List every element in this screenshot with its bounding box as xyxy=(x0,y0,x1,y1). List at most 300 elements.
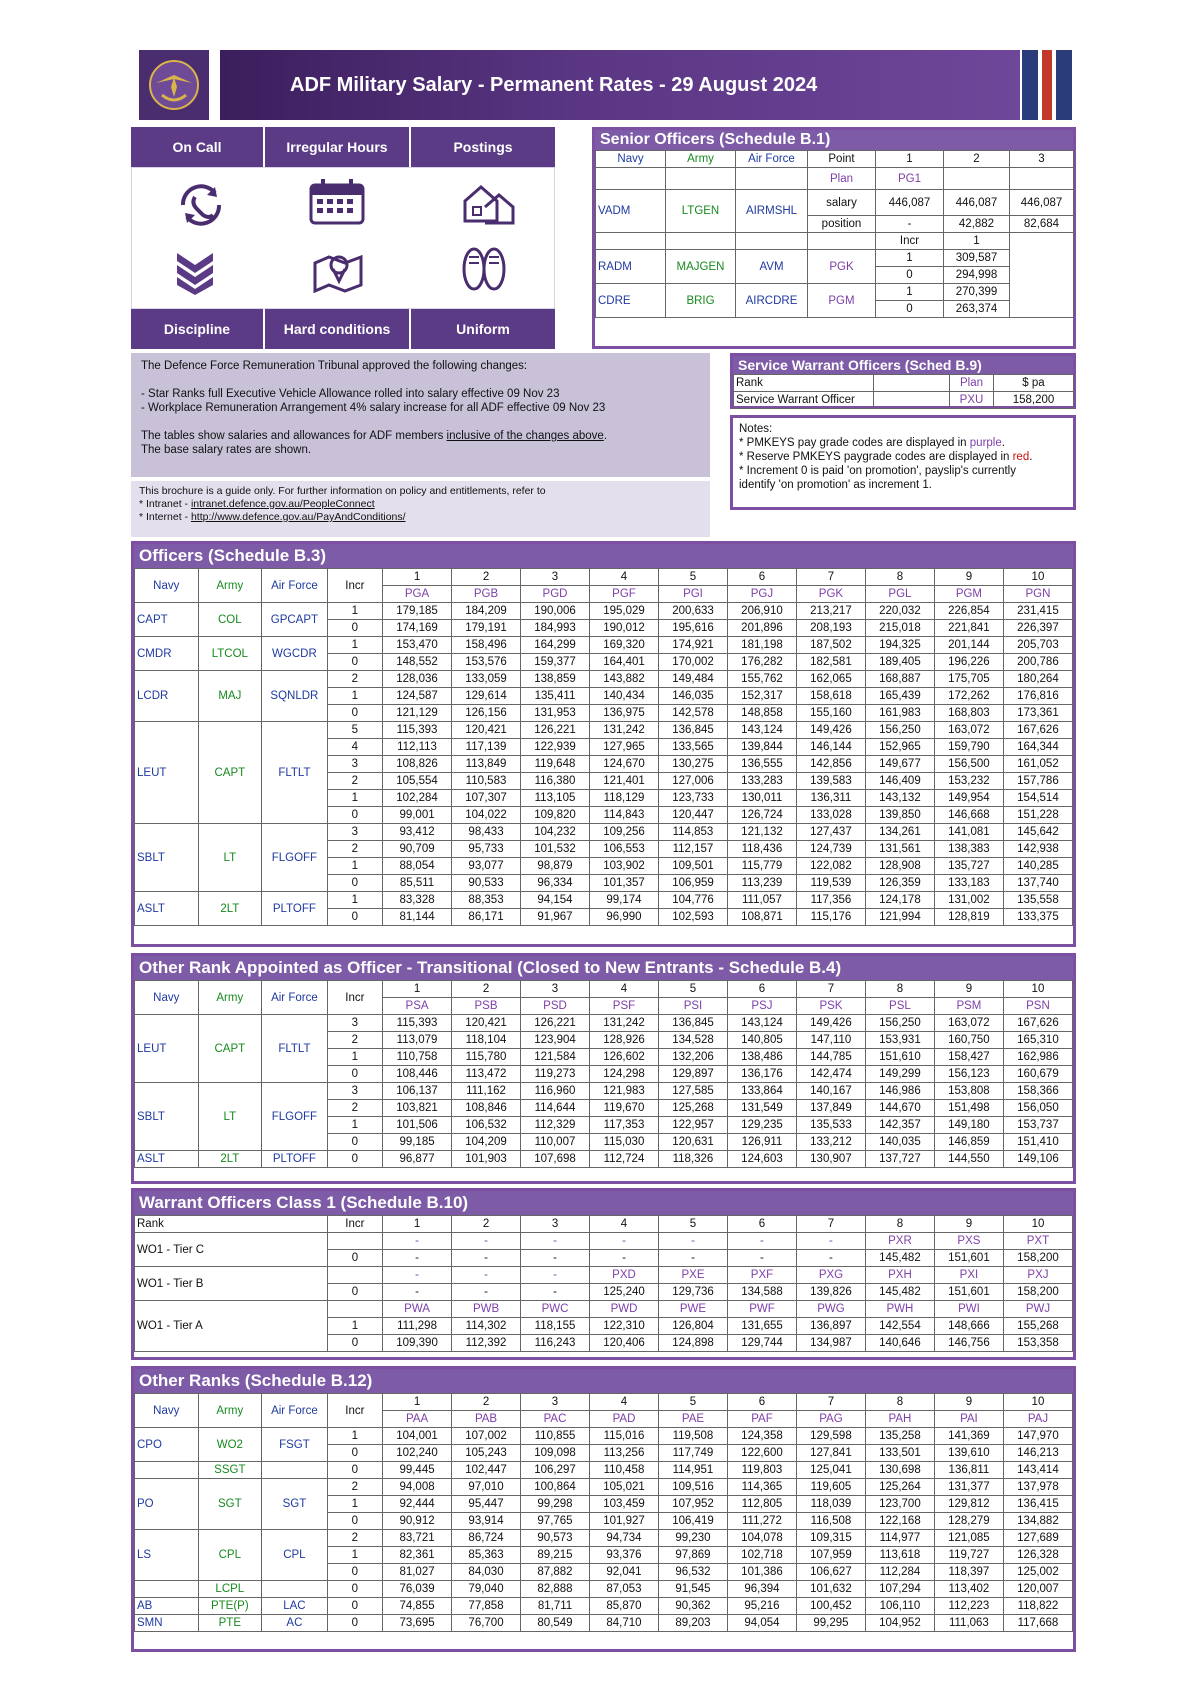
incr-value: 1 xyxy=(944,233,1010,250)
salary-value: 85,511 xyxy=(383,875,452,892)
pay-grade-code: PXT xyxy=(1003,1233,1072,1250)
value: 294,998 xyxy=(944,267,1010,284)
increment: 0 xyxy=(327,1564,382,1581)
col-step: 5 xyxy=(658,1394,727,1411)
salary-value: 115,393 xyxy=(383,1015,452,1032)
salary-value: 135,411 xyxy=(521,688,590,705)
pay-grade-code: PWA xyxy=(383,1301,452,1318)
salary-value: 80,549 xyxy=(521,1615,590,1632)
pay-grade-code: PAC xyxy=(521,1411,590,1428)
salary-value: 213,217 xyxy=(796,603,865,620)
value: 446,087 xyxy=(944,190,1010,216)
pay-grade-code: PXR xyxy=(865,1233,934,1250)
value: 270,399 xyxy=(944,284,1010,301)
salary-value: 118,436 xyxy=(727,841,796,858)
pay-grade-code: PWH xyxy=(865,1301,934,1318)
col-step: 4 xyxy=(590,1394,659,1411)
salary-value: 231,415 xyxy=(1003,603,1072,620)
pay-grade: PGK xyxy=(808,250,876,284)
salary-value: 88,054 xyxy=(383,858,452,875)
salary-value: 81,144 xyxy=(383,909,452,926)
salary-value: 158,427 xyxy=(934,1049,1003,1066)
salary-value: 135,258 xyxy=(865,1428,934,1445)
salary-value: 109,256 xyxy=(590,824,659,841)
salary-value: 153,232 xyxy=(934,773,1003,790)
salary-value: 79,040 xyxy=(452,1581,521,1598)
base-rates-note: The base salary rates are shown. xyxy=(141,444,312,456)
salary-value: 91,967 xyxy=(521,909,590,926)
salary-value: 149,180 xyxy=(934,1117,1003,1134)
table-row xyxy=(135,1598,1073,1615)
pay-grade-code: PAJ xyxy=(1003,1411,1072,1428)
salary-value: 123,700 xyxy=(865,1496,934,1513)
salary-value: 133,028 xyxy=(796,807,865,824)
salary-value: 200,786 xyxy=(1003,654,1072,671)
salary-value: 157,786 xyxy=(1003,773,1072,790)
increment: 2 xyxy=(327,1100,382,1117)
table-row xyxy=(135,892,1073,909)
salary-value: 190,006 xyxy=(521,603,590,620)
pay-grade-code: PWC xyxy=(521,1301,590,1318)
col-step: 4 xyxy=(590,981,659,998)
salary-value: 107,952 xyxy=(658,1496,727,1513)
salary-value: 88,353 xyxy=(452,892,521,909)
change-item: - Star Ranks full Executive Vehicle Allowance rolled into salary effective 09 Nov 23 xyxy=(141,388,560,400)
tier-name: WO1 - Tier B xyxy=(135,1267,328,1301)
col-step: 7 xyxy=(796,1216,865,1233)
salary-value: 169,320 xyxy=(590,637,659,654)
col-army: Army xyxy=(198,1394,262,1428)
salary-value: 103,459 xyxy=(590,1496,659,1513)
salary-value: 200,633 xyxy=(658,603,727,620)
salary-value: 133,183 xyxy=(934,875,1003,892)
pay-grade-code: PGM xyxy=(934,586,1003,603)
salary-value: 174,169 xyxy=(383,620,452,637)
salary-value: 99,295 xyxy=(796,1615,865,1632)
pay-grade-code: PGA xyxy=(383,586,452,603)
salary-value: 130,698 xyxy=(865,1462,934,1479)
transitional-b4-table xyxy=(131,953,1076,1184)
salary-value: 122,082 xyxy=(796,858,865,875)
salary-value: 94,734 xyxy=(590,1530,659,1547)
col-step: 10 xyxy=(1003,569,1072,586)
increment: 0 xyxy=(327,875,382,892)
salary-value: 118,155 xyxy=(521,1318,590,1335)
rank-air-force: AIRCDRE xyxy=(736,284,808,318)
salary-value: 124,178 xyxy=(865,892,934,909)
rank-army: CPL xyxy=(198,1530,262,1581)
table-row xyxy=(135,1151,1073,1168)
salary-value: 101,903 xyxy=(452,1151,521,1168)
rank-army: MAJGEN xyxy=(666,250,736,284)
service-warrant-officers-table xyxy=(730,353,1076,409)
salary-value: 108,871 xyxy=(727,909,796,926)
rank-army: LTGEN xyxy=(666,190,736,233)
salary-value: 119,508 xyxy=(658,1428,727,1445)
rank-army: 2LT xyxy=(198,1151,262,1168)
other-ranks-grid xyxy=(134,1393,1073,1632)
col-navy: Navy xyxy=(135,1394,199,1428)
increment: 2 xyxy=(327,1530,382,1547)
col-step: 2 xyxy=(452,981,521,998)
salary-value: 102,718 xyxy=(727,1547,796,1564)
salary-value: 142,474 xyxy=(796,1066,865,1083)
salary-value: 100,452 xyxy=(796,1598,865,1615)
rank-army: PTE(P) xyxy=(198,1598,262,1615)
col-step: 6 xyxy=(727,1216,796,1233)
salary-value: 101,532 xyxy=(521,841,590,858)
salary-value: 136,845 xyxy=(658,722,727,739)
salary-value: 167,626 xyxy=(1003,1015,1072,1032)
salary-value: 140,434 xyxy=(590,688,659,705)
intranet-link[interactable]: intranet.defence.gov.au/PeopleConnect xyxy=(190,498,375,510)
increment: 2 xyxy=(327,773,382,790)
salary-value: 117,356 xyxy=(796,892,865,909)
col-navy: Navy xyxy=(135,981,199,1015)
stripe-red xyxy=(1042,50,1052,120)
salary-value: 87,882 xyxy=(521,1564,590,1581)
salary-value: 156,500 xyxy=(934,756,1003,773)
salary-value: 147,110 xyxy=(796,1032,865,1049)
salary-value: 143,124 xyxy=(727,1015,796,1032)
rank-navy: CDRE xyxy=(596,284,666,318)
salary-value: 112,223 xyxy=(934,1598,1003,1615)
pay-grade-code: - xyxy=(727,1233,796,1250)
salary-value: 226,397 xyxy=(1003,620,1072,637)
tile-uniform-label: Uniform xyxy=(411,309,555,349)
salary-value: - xyxy=(727,1250,796,1267)
salary-value: 118,326 xyxy=(658,1151,727,1168)
salary-value: 221,841 xyxy=(934,620,1003,637)
rank-army: CAPT xyxy=(198,1015,262,1083)
salary-value: 139,610 xyxy=(934,1445,1003,1462)
salary-value: 128,926 xyxy=(590,1032,659,1049)
salary-value: 136,311 xyxy=(796,790,865,807)
salary-value: 118,129 xyxy=(590,790,659,807)
salary-value: 101,357 xyxy=(590,875,659,892)
rank-army: LCPL xyxy=(198,1581,262,1598)
salary-value: 99,298 xyxy=(521,1496,590,1513)
incr-label: Incr xyxy=(876,233,944,250)
salary-value: 106,110 xyxy=(865,1598,934,1615)
col-step: 8 xyxy=(865,1394,934,1411)
tier-name: WO1 - Tier C xyxy=(135,1233,328,1267)
pay-grade-code: PWF xyxy=(727,1301,796,1318)
col-step: 8 xyxy=(865,569,934,586)
salary-value: 113,849 xyxy=(452,756,521,773)
col-step: 9 xyxy=(934,1394,1003,1411)
table-row xyxy=(135,1083,1073,1100)
pay-grade-code: - xyxy=(521,1233,590,1250)
salary-value: 130,907 xyxy=(796,1151,865,1168)
salary-value: 99,185 xyxy=(383,1134,452,1151)
salary-value: 168,887 xyxy=(865,671,934,688)
pay-grade-code: PSN xyxy=(1003,998,1072,1015)
pay-grade-code: PXH xyxy=(865,1267,934,1284)
notes-box: Notes: * PMKEYS pay grade codes are displayed in purple. * Reserve PMKEYS paygrade codes are displayed in red. * Increment 0 is paid 'on promotion', payslip's currently identify 'on promotion' as increment 1. xyxy=(730,415,1076,510)
salary-value: 187,502 xyxy=(796,637,865,654)
rank-army: MAJ xyxy=(198,671,262,722)
col-step: 10 xyxy=(1003,981,1072,998)
salary-value: 112,113 xyxy=(383,739,452,756)
pay-grade-code: PGD xyxy=(521,586,590,603)
tile-hard-conditions-label: Hard conditions xyxy=(265,309,409,349)
salary-value: 115,030 xyxy=(590,1134,659,1151)
salary-value: 149,677 xyxy=(865,756,934,773)
salary-value: 121,401 xyxy=(590,773,659,790)
pay-grade-code: - xyxy=(590,1233,659,1250)
salary-value: 107,698 xyxy=(521,1151,590,1168)
rank-navy: LCDR xyxy=(135,671,199,722)
table-row xyxy=(135,1462,1073,1479)
salary-value: 172,262 xyxy=(934,688,1003,705)
increment: 2 xyxy=(327,1479,382,1496)
salary-value: 129,598 xyxy=(796,1428,865,1445)
salary-value: 90,912 xyxy=(383,1513,452,1530)
incr: 0 xyxy=(876,301,944,318)
rank-army: CAPT xyxy=(198,722,262,824)
salary-value: 121,132 xyxy=(727,824,796,841)
increment: 1 xyxy=(327,1318,382,1335)
pay-grade-code: PWE xyxy=(659,1301,728,1318)
salary-value: 136,415 xyxy=(1003,1496,1072,1513)
salary-value: 156,050 xyxy=(1003,1100,1072,1117)
salary-value: 109,820 xyxy=(521,807,590,824)
salary-value: 101,927 xyxy=(590,1513,659,1530)
col-army: Army xyxy=(666,151,736,168)
salary-value: 112,157 xyxy=(658,841,727,858)
increment: 0 xyxy=(327,1284,382,1301)
salary-value: 126,156 xyxy=(452,705,521,722)
salary-value: 102,240 xyxy=(383,1445,452,1462)
col-step: 6 xyxy=(727,981,796,998)
salary-value: 131,561 xyxy=(865,841,934,858)
increment: 3 xyxy=(327,1083,382,1100)
salary-value: 114,951 xyxy=(658,1462,727,1479)
salary-value: 120,447 xyxy=(658,807,727,824)
col-step: 3 xyxy=(521,981,590,998)
rank-army: COL xyxy=(198,603,262,637)
table-row xyxy=(135,1428,1073,1445)
position-label: position xyxy=(808,216,876,233)
table-row xyxy=(135,824,1073,841)
salary-value: 109,516 xyxy=(658,1479,727,1496)
table-row xyxy=(135,1479,1073,1496)
rank-air-force xyxy=(262,1581,328,1598)
value: - xyxy=(876,216,944,233)
salary-value: 168,803 xyxy=(934,705,1003,722)
salary-value: 126,724 xyxy=(727,807,796,824)
table-row xyxy=(135,1530,1073,1547)
rank-navy: ASLT xyxy=(135,892,199,926)
salary-value: 99,230 xyxy=(658,1530,727,1547)
salary-value: 119,539 xyxy=(796,875,865,892)
pay-grade-code: PXF xyxy=(727,1267,796,1284)
salary-value: 97,010 xyxy=(452,1479,521,1496)
rank-navy: PO xyxy=(135,1479,199,1530)
increment: 1 xyxy=(327,1547,382,1564)
rank-air-force: FLTLT xyxy=(262,722,328,824)
salary-value: 138,859 xyxy=(521,671,590,688)
salary-value: 165,439 xyxy=(865,688,934,705)
salary-value: 125,002 xyxy=(1003,1564,1072,1581)
salary-value: 122,939 xyxy=(521,739,590,756)
salary-value: 121,584 xyxy=(521,1049,590,1066)
rank-air-force: AIRMSHL xyxy=(736,190,808,233)
pay-grade-code: PXD xyxy=(590,1267,659,1284)
salary-value: 126,328 xyxy=(1003,1547,1072,1564)
salary-value: 113,472 xyxy=(452,1066,521,1083)
rank-army: 2LT xyxy=(198,892,262,926)
salary-value: 137,740 xyxy=(1003,875,1072,892)
increment: 1 xyxy=(327,688,382,705)
salary-value: 131,002 xyxy=(934,892,1003,909)
salary-value: 112,724 xyxy=(590,1151,659,1168)
salary-value: 127,437 xyxy=(796,824,865,841)
increment: 1 xyxy=(327,637,382,654)
salary-value: - xyxy=(452,1250,521,1267)
salary-value: 127,689 xyxy=(1003,1530,1072,1547)
rank-air-force: GPCAPT xyxy=(262,603,328,637)
salary-value: 109,390 xyxy=(383,1335,452,1352)
salary-value: 144,550 xyxy=(934,1151,1003,1168)
salary-value: 113,618 xyxy=(865,1547,934,1564)
salary-value: 180,264 xyxy=(1003,671,1072,688)
stripe-blue xyxy=(1056,50,1072,120)
increment: 3 xyxy=(327,824,382,841)
table-row xyxy=(135,603,1073,620)
col-air-force: Air Force xyxy=(262,981,328,1015)
salary-value: 121,983 xyxy=(590,1083,659,1100)
salary-value: 162,065 xyxy=(796,671,865,688)
rank-navy: LEUT xyxy=(135,1015,199,1083)
col-step: 3 xyxy=(521,1394,590,1411)
salary-value: 112,805 xyxy=(727,1496,796,1513)
col-rank: Rank xyxy=(734,375,874,392)
salary-value: 99,174 xyxy=(590,892,659,909)
salary-value: 153,470 xyxy=(383,637,452,654)
salary-value: 153,576 xyxy=(452,654,521,671)
pay-grade-code: - xyxy=(383,1267,452,1284)
adf-crest-logo xyxy=(139,50,209,120)
increment: 0 xyxy=(327,1462,382,1479)
salary-value: 111,162 xyxy=(452,1083,521,1100)
rank-navy: VADM xyxy=(596,190,666,233)
salary-value: 129,736 xyxy=(659,1284,728,1301)
salary-value: 148,666 xyxy=(934,1318,1003,1335)
rank-army: LT xyxy=(198,1083,262,1151)
salary-value: 144,670 xyxy=(865,1100,934,1117)
pay-grade-code: - xyxy=(659,1233,728,1250)
salary-value: 143,414 xyxy=(1003,1462,1072,1479)
salary-value: 170,002 xyxy=(658,654,727,671)
increment: 0 xyxy=(327,1615,382,1632)
increment: 0 xyxy=(327,705,382,722)
salary-value: 190,012 xyxy=(590,620,659,637)
salary-value: 77,858 xyxy=(452,1598,521,1615)
pay-grade-code: PAF xyxy=(727,1411,796,1428)
salary-value: 144,785 xyxy=(796,1049,865,1066)
salary-value: 120,406 xyxy=(590,1335,659,1352)
salary-value: 115,016 xyxy=(590,1428,659,1445)
salary-value: 176,816 xyxy=(1003,688,1072,705)
pay-grade-code: PXS xyxy=(934,1233,1003,1250)
increment: 0 xyxy=(327,1151,382,1168)
internet-link[interactable]: http://www.defence.gov.au/PayAndConditions/ xyxy=(190,511,406,523)
salary-value: 148,552 xyxy=(383,654,452,671)
value: 263,374 xyxy=(944,301,1010,318)
salary-value: 142,357 xyxy=(865,1117,934,1134)
salary-value: 151,410 xyxy=(1003,1134,1072,1151)
salary-value: 141,081 xyxy=(934,824,1003,841)
salary-value: - xyxy=(383,1250,452,1267)
salary-value: 115,780 xyxy=(452,1049,521,1066)
increment: 4 xyxy=(327,739,382,756)
salary-value: 110,458 xyxy=(590,1462,659,1479)
salary-value: 196,226 xyxy=(934,654,1003,671)
salary-value: 126,804 xyxy=(659,1318,728,1335)
salary-value: 110,758 xyxy=(383,1049,452,1066)
salary-value: 129,614 xyxy=(452,688,521,705)
pay-grade: PGM xyxy=(808,284,876,318)
salary-value: - xyxy=(383,1284,452,1301)
rank-navy: SMN xyxy=(135,1615,199,1632)
rank-navy: RADM xyxy=(596,250,666,284)
salary-value: 116,243 xyxy=(521,1335,590,1352)
increment: 2 xyxy=(327,671,382,688)
increment: 0 xyxy=(327,909,382,926)
salary-value: 135,533 xyxy=(796,1117,865,1134)
allowance-tiles xyxy=(131,127,555,349)
guide-text: This brochure is a guide only. For further information on policy and entitlements, refer to xyxy=(139,485,546,497)
salary-value: 124,358 xyxy=(727,1428,796,1445)
col-navy: Navy xyxy=(596,151,666,168)
salary-value: - xyxy=(521,1284,590,1301)
table-row xyxy=(135,671,1073,688)
salary-value: 124,603 xyxy=(727,1151,796,1168)
col-step: 1 xyxy=(383,981,452,998)
tribunal-intro: The Defence Force Remuneration Tribunal approved the following changes: xyxy=(141,360,528,372)
salary-value: 195,616 xyxy=(658,620,727,637)
pay-grade: PXU xyxy=(950,392,994,409)
pay-grade-code: PSB xyxy=(452,998,521,1015)
salary-value: 152,317 xyxy=(727,688,796,705)
salary-value: 123,904 xyxy=(521,1032,590,1049)
rank-army: LT xyxy=(198,824,262,892)
salary-value: 73,695 xyxy=(383,1615,452,1632)
decorative-stripes xyxy=(1022,50,1074,120)
salary-value: 122,600 xyxy=(727,1445,796,1462)
col-step: 1 xyxy=(383,1216,452,1233)
salary-value: 74,855 xyxy=(383,1598,452,1615)
pay-grade-code: PSA xyxy=(383,998,452,1015)
value: 446,087 xyxy=(1010,190,1074,216)
section-title: Warrant Officers Class 1 (Schedule B.10) xyxy=(134,1191,1073,1215)
salary-value: 121,129 xyxy=(383,705,452,722)
pay-grade-code: PAI xyxy=(934,1411,1003,1428)
salary-value: 140,646 xyxy=(865,1335,934,1352)
salary-value: 114,853 xyxy=(658,824,727,841)
salary-value: 98,433 xyxy=(452,824,521,841)
salary-value: 134,882 xyxy=(1003,1513,1072,1530)
salary-label: salary xyxy=(808,190,876,216)
salary-value: 133,059 xyxy=(452,671,521,688)
salary-value: 140,285 xyxy=(1003,858,1072,875)
col-step: 10 xyxy=(1003,1394,1072,1411)
increment: 1 xyxy=(327,1428,382,1445)
salary-value: 137,849 xyxy=(796,1100,865,1117)
rank-air-force: FSGT xyxy=(262,1428,328,1462)
